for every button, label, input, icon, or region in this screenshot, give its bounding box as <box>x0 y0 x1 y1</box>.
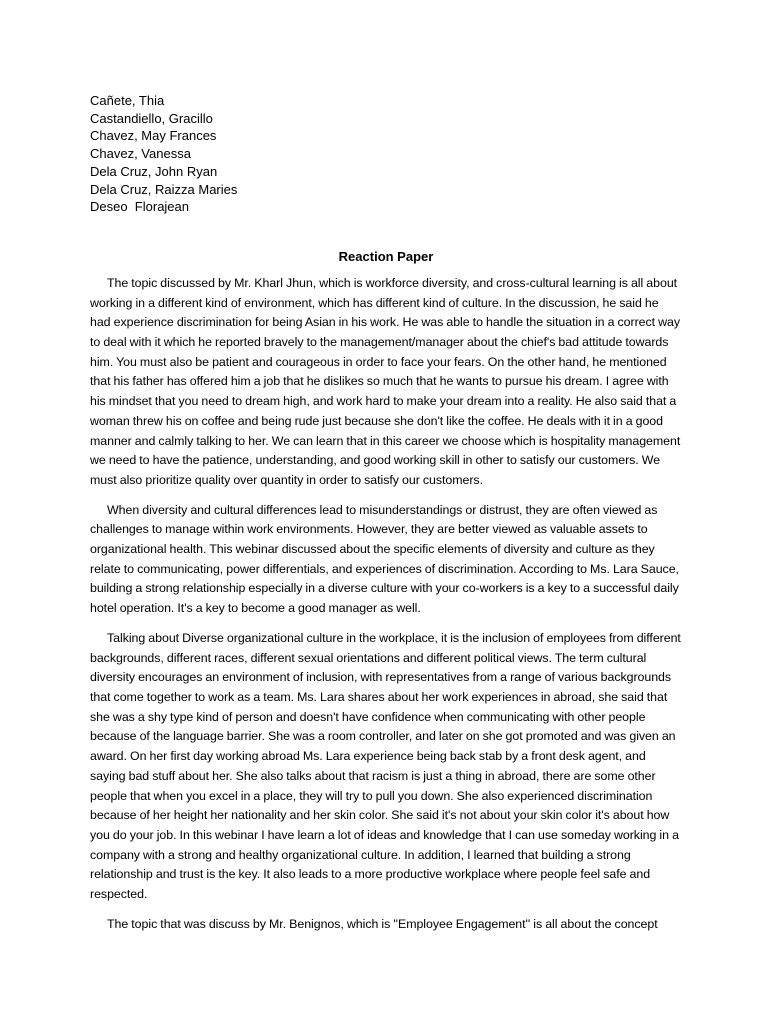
author-name: Cañete, Thia <box>90 93 165 108</box>
author-name: Dela Cruz, John Ryan <box>90 163 218 179</box>
paragraph-workforce-diversity: The topic discussed by Mr. Kharl Jhun, which is workforce diversity, and cross-cultural learning is all about working in a different kind of environment, which has different kind of culture. In the discussion, he said he had experience discrimination for being Asian in his work. He was able to handle the situation in a correct way to deal with it which he reported bravely to the management/manager about the chief's bad attitude towards him. You must also be patient and courageous in order to face your fears. On the other hand, he mentioned that his father has offered him a job that he dislikes so much that he wants to pursue his dream. I agree with his mindset that you need to dream high, and work hard to make your dream into a reality. He also said that a woman threw his on coffee and being rude just because she don't like the coffee. He deals with it in a good manner and calmly talking to her. We can learn that in this career we choose which is hospitality management we need to have the patience, understanding, and good working skill in other to satisfy our customers. We must also prioritize quality over quantity in order to satisfy our customers. <box>90 275 681 487</box>
author-name: Deseo Florajean <box>90 199 189 215</box>
author-name: Chavez, May Frances <box>90 128 217 144</box>
author-name: Dela Cruz, Raizza Maries <box>90 181 238 197</box>
paragraph-organizational-culture: Talking about Diverse organizational culture in the workplace, it is the inclusion of employees from different backgrounds, different races, different sexual orientations and different political views. The term cultural diversity encourages an environment of inclusion, with representatives from a range of various backgrounds that come together to work as a team. Ms. Lara shares about her work experiences in abroad, she said that she was a shy type kind of person and doesn't have confidence when communicating with other people because of the language barrier. She was a room controller, and later on she got promoted and was given an award. On her first day working abroad Ms. Lara experience being back stab by a front desk agent, and saying bad stuff about her. She also talks about that racism is just a thing in abroad, there are some other people that when you excel in a place, they will try to pull you down. She also experienced discrimination because of her height her nationality and her skin color. She said it's not about your skin color it's about how you do your job. In this webinar I have learn a lot of ideas and knowledge that I can use someday working in a company with a strong and healthy organizational culture. In addition, I learned that building a strong relationship and trust is the key. It also leads to a more productive workplace where people feel safe and respected. <box>90 630 681 902</box>
document-title: Reaction Paper <box>338 248 434 264</box>
paragraph-employee-engagement: The topic that was discuss by Mr. Benignos, which is ''Employee Engagement'' is all about the concept <box>107 916 658 931</box>
author-list <box>90 92 682 216</box>
document-page <box>90 92 682 944</box>
paragraph-cultural-differences: When diversity and cultural differences lead to misunderstandings or distrust, they are often viewed as challenges to manage within work environments. However, they are better viewed as valuable assets to organizational health. This webinar discussed about the specific elements of diversity and culture as they relate to communicating, power differentials, and experiences of discrimination. According to Ms. Lara Sauce, building a strong relationship especially in a diverse culture with your co-workers is a key to a successful daily hotel operation. It's a key to become a good manager as well. <box>90 502 679 616</box>
author-name: Castandiello, Gracillo <box>90 110 213 126</box>
author-name: Chavez, Vanessa <box>90 146 191 162</box>
